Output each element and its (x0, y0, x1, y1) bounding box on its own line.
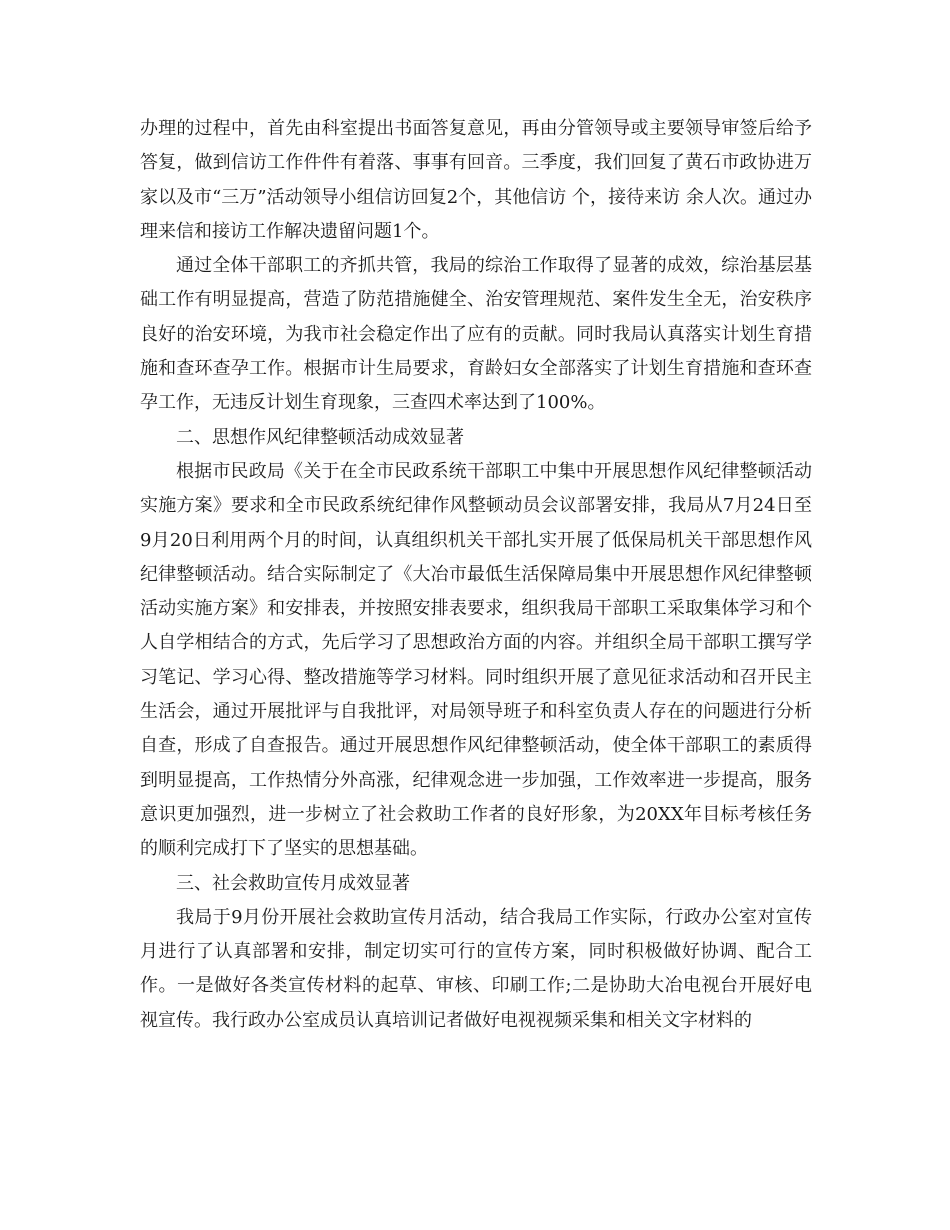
paragraph-letter-handling: 办理的过程中，首先由科室提出书面答复意见，再由分管领导或主要领导审签后给予答复，做到信访工作件件有着落、事事有回音。三季度，我们回复了黄石市政协进万家以及市“三万”活动领导小组信访回复2个，其他信访 个，接待来访 余人次。通过办理来信和接访工作解决遗留问题1个。 (140, 118, 812, 242)
paragraph-discipline-rectification: 根据市民政局《关于在全市民政系统干部职工中集中开展思想作风纪律整顿活动实施方案》要求和全市民政系统纪律作风整顿动员会议部署安排，我局从7月24日至9月20日利用两个月的时间，认真组织机关干部扎实开展了低保局机关干部思想作风纪律整顿活动。结合实际制定了《大冶市最低生活保障局集中开展思想作风纪律整顿活动实施方案》和安排表，并按照安排表要求，组织我局干部职工采取集体学习和个人自学相结合的方式，先后学习了思想政治方面的内容。并组织全局干部职工撰写学习笔记、学习心得、整改措施等学习材料。同时组织开展了意见征求活动和召开民主生活会，通过开展批评与自我批评，对局领导班子和科室负责人存在的问题进行分析自查，形成了自查报告。通过开展思想作风纪律整顿活动，使全体干部职工的素质得到明显提高，工作热情分外高涨，纪律观念进一步加强，工作效率进一步提高，服务意识更加强烈，进一步树立了社会救助工作者的良好形象，为20XX年目标考核任务的顺利完成打下了坚实的思想基础。 (140, 460, 812, 860)
paragraph-publicity-month: 我局于9月份开展社会救助宣传月活动，结合我局工作实际，行政办公室对宣传月进行了认真部署和安排，制定切实可行的宣传方案，同时积极做好协调、配合工作。一是做好各类宣传材料的起草、审核、印刷工作;二是协助大冶电视台开展好电视宣传。我行政办公室成员认真培训记者做好电视视频采集和相关文字材料的 (140, 906, 812, 1031)
document-body (140, 112, 812, 1038)
section-heading-2: 二、思想作风纪律整顿活动成效显著 (176, 426, 464, 448)
section-heading-3: 三、社会救助宣传月成效显著 (176, 872, 410, 894)
paragraph-comprehensive-management: 通过全体干部职工的齐抓共管，我局的综治工作取得了显著的成效，综治基层基础工作有明显提高，营造了防范措施健全、治安管理规范、案件发生全无，治安秩序良好的治安环境，为我市社会稳定作出了应有的贡献。同时我局认真落实计划生育措施和查环查孕工作。根据市计生局要求，育龄妇女全部落实了计划生育措施和查环查孕工作，无违反计划生育现象，三查四术率达到了100%。 (140, 255, 812, 414)
